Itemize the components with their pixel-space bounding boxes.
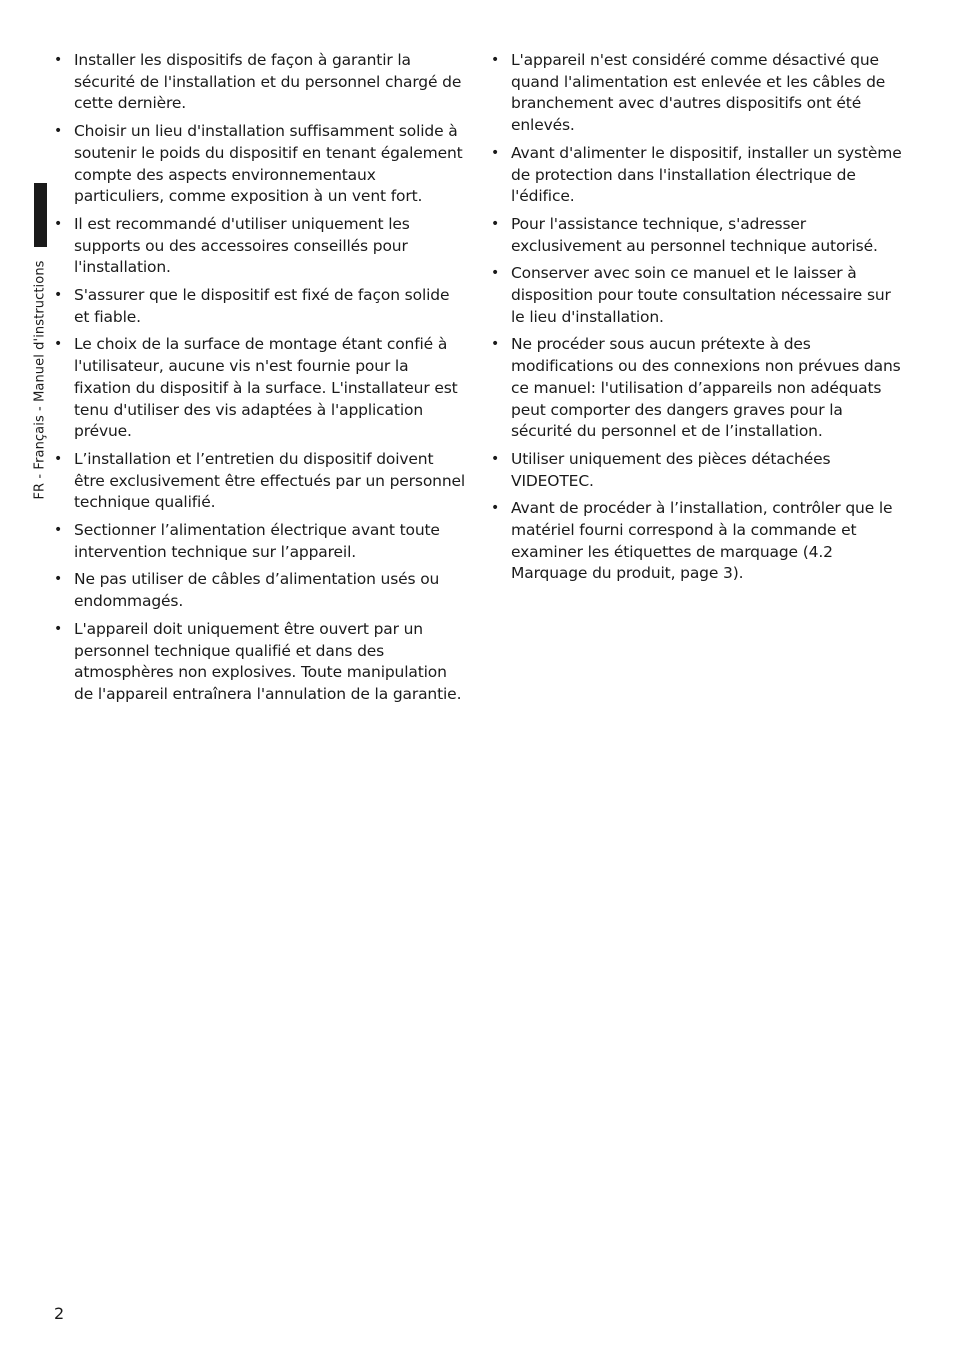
- bullet-icon: •: [54, 450, 63, 467]
- bullet-icon: •: [491, 215, 500, 232]
- bullet-icon: •: [54, 571, 63, 588]
- list-item: [54, 214, 466, 279]
- list-item-text: Sectionner l’alimentation électrique avant toute intervention technique sur l’appareil.: [74, 521, 440, 561]
- sidebar-language-label: FR - Français - Manuel d'instructions: [32, 260, 48, 500]
- bullet-icon: •: [54, 287, 63, 304]
- list-item-text: Ne pas utiliser de câbles d’alimentation usés ou endommagés.: [74, 570, 440, 611]
- list-item: [54, 121, 466, 208]
- list-item-text: Avant d'alimenter le dispositif, installer un système de protection dans l'installation électrique de l'édifice.: [511, 143, 902, 206]
- list-item: [54, 449, 466, 514]
- list-item-text: Ne procéder sous aucun prétexte à des modifications ou des connexions non prévues dans ce manuel: l'utilisation d’appareils non adéquats peut comporter des dangers graves pour la sécurité du personnel et de l’installation.: [511, 335, 901, 441]
- bullet-icon: •: [491, 144, 500, 161]
- list-item: [54, 50, 466, 115]
- list-item-text: Installer les dispositifs de façon à garantir la sécurité de l'installation et du personnel chargé de cette dernière.: [74, 51, 462, 113]
- list-item: [54, 334, 466, 443]
- list-item: [54, 569, 466, 612]
- section-marker-bar: [34, 183, 47, 247]
- list-item: [491, 50, 903, 137]
- list-item: [54, 285, 466, 328]
- list-item-text: Il est recommandé d'utiliser uniquement les supports ou des accessoires conseillés pour l'installation.: [74, 214, 410, 277]
- left-column-list: [54, 50, 466, 712]
- list-item-text: L’installation et l’entretien du dispositif doivent être exclusivement être effectués par un personnel technique qualifié.: [74, 449, 466, 512]
- bullet-icon: •: [491, 265, 500, 282]
- list-item-text: Avant de procéder à l’installation, contrôler que le matériel fourni correspond à la commande et examiner les étiquettes de marquage (4.2 Marquage du produit, page 3).: [511, 499, 893, 583]
- list-item-text: Le choix de la surface de montage étant confié à l'utilisateur, aucune vis n'est fournie pour la fixation du dispositif à la surface. L'installateur est tenu d'utiliser des vis adaptées à l'application prévue.: [74, 335, 458, 441]
- bullet-icon: •: [491, 52, 500, 68]
- bullet-icon: •: [54, 52, 63, 68]
- bullet-icon: •: [54, 336, 63, 353]
- bullet-icon: •: [54, 215, 63, 232]
- list-item-text: Conserver avec soin ce manuel et le laisser à disposition pour toute consultation nécessaire sur le lieu d'installation.: [511, 264, 891, 326]
- list-item: [491, 334, 903, 443]
- list-item-text: S'assurer que le dispositif est fixé de façon solide et fiable.: [74, 286, 450, 326]
- list-item: [54, 619, 466, 706]
- bullet-icon: •: [491, 500, 500, 517]
- right-column-list: [491, 50, 903, 591]
- list-item-text: Utiliser uniquement des pièces détachées VIDEOTEC.: [511, 449, 831, 490]
- page-number: 2: [54, 1304, 65, 1323]
- bullet-icon: •: [491, 336, 500, 353]
- list-item: [491, 214, 903, 257]
- list-item-text: L'appareil doit uniquement être ouvert par un personnel technique qualifié et dans des atmosphères non explosives. Toute manipulation de l'appareil entraînera l'annulation de la garantie.: [74, 619, 462, 703]
- list-item: [491, 449, 903, 492]
- bullet-icon: •: [491, 450, 500, 467]
- list-item-text: Pour l'assistance technique, s'adresser exclusivement au personnel technique autorisé.: [511, 214, 878, 255]
- bullet-icon: •: [54, 620, 63, 637]
- bullet-icon: •: [54, 123, 63, 140]
- list-item: [491, 143, 903, 208]
- list-item: [491, 263, 903, 328]
- list-item: [491, 498, 903, 585]
- list-item: [54, 520, 466, 563]
- list-item-text: L'appareil n'est considéré comme désactivé que quand l'alimentation est enlevée et les câbles de branchement avec d'autres dispositifs ont été enlevés.: [511, 51, 886, 135]
- bullet-icon: •: [54, 522, 63, 539]
- list-item-text: Choisir un lieu d'installation suffisamment solide à soutenir le poids du dispositif en tenant également compte des aspects environnementaux particuliers, comme exposition à un vent fort.: [74, 122, 463, 206]
